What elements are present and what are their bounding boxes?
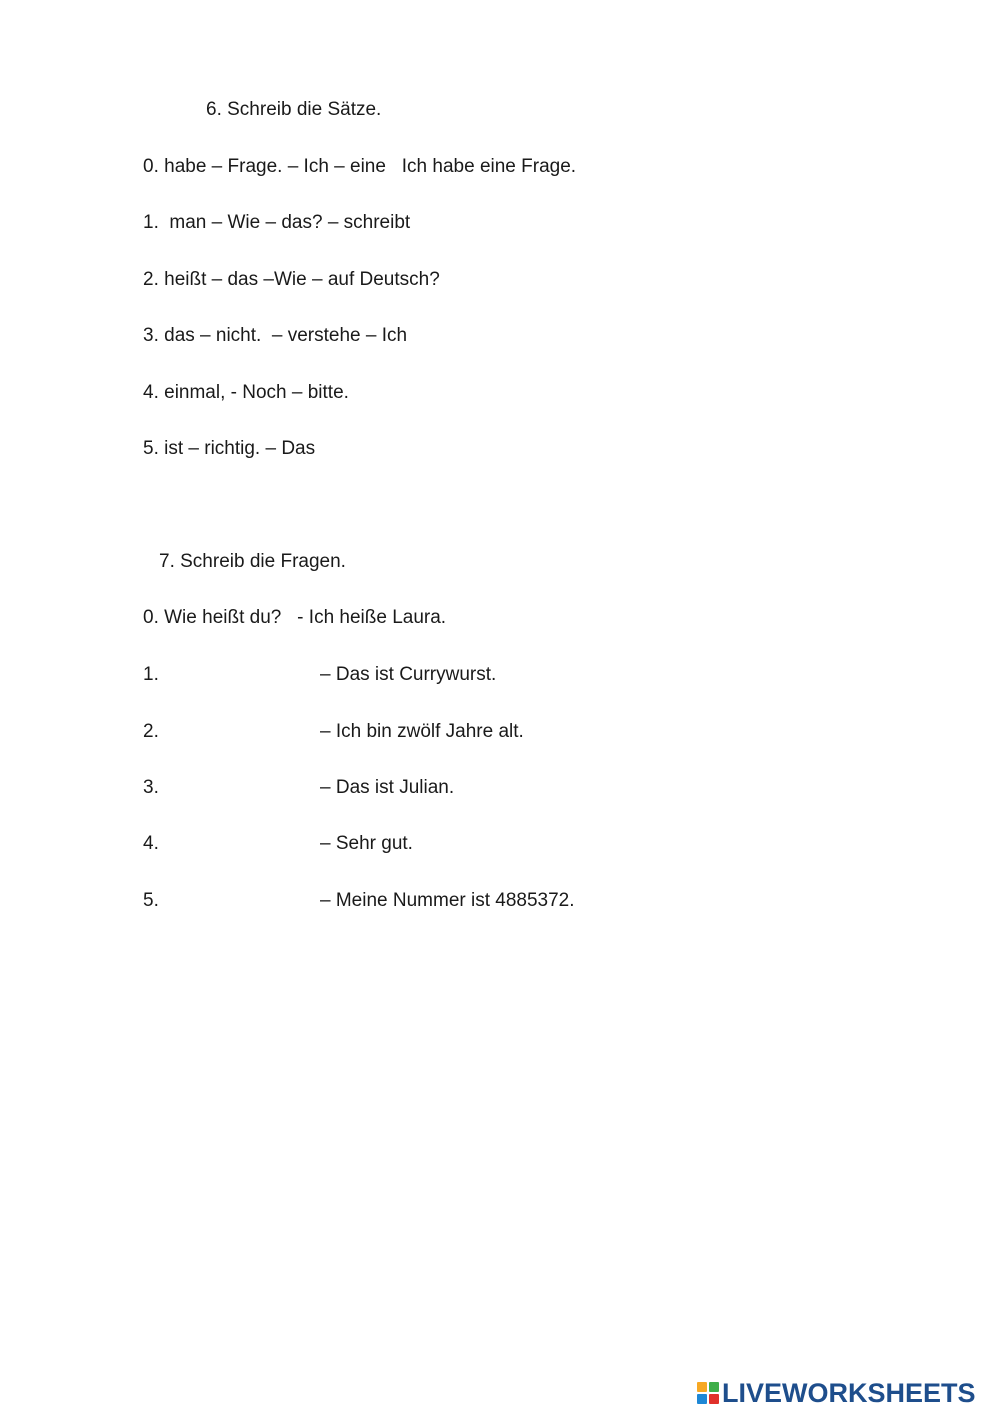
section-6-heading: 6. Schreib die Sätze. bbox=[206, 99, 382, 120]
logo-square-orange bbox=[697, 1382, 707, 1392]
section-7-item-1-answer: – Das ist Currywurst. bbox=[320, 664, 497, 685]
section-7-item-4-answer: – Sehr gut. bbox=[320, 833, 413, 854]
section-7-item-1-number: 1. bbox=[143, 664, 159, 685]
section-6-item-1: 1. man – Wie – das? – schreibt bbox=[143, 212, 411, 233]
section-6-item-3: 3. das – nicht. – verstehe – Ich bbox=[143, 325, 408, 346]
section-6-item-0: 0. habe – Frage. – Ich – eine Ich habe eine Frage. bbox=[143, 156, 577, 177]
logo-square-red bbox=[709, 1394, 719, 1404]
section-6-item-4: 4. einmal, - Noch – bitte. bbox=[143, 382, 349, 403]
section-7-item-5-number: 5. bbox=[143, 890, 159, 911]
section-7-item-5-answer: – Meine Nummer ist 4885372. bbox=[320, 890, 575, 911]
logo-square-blue bbox=[697, 1394, 707, 1404]
section-7-item-3-number: 3. bbox=[143, 777, 159, 798]
liveworksheets-logo-text: LIVEWORKSHEETS bbox=[722, 1377, 976, 1408]
section-7-item-4-number: 4. bbox=[143, 833, 159, 854]
logo-square-green bbox=[709, 1382, 719, 1392]
section-7-item-2-answer: – Ich bin zwölf Jahre alt. bbox=[320, 721, 524, 742]
section-6-item-2: 2. heißt – das –Wie – auf Deutsch? bbox=[143, 269, 440, 290]
section-6-item-5: 5. ist – richtig. – Das bbox=[143, 438, 316, 459]
section-7-heading: 7. Schreib die Fragen. bbox=[159, 551, 346, 572]
section-7-example: 0. Wie heißt du? - Ich heiße Laura. bbox=[143, 607, 447, 628]
section-7-item-3-answer: – Das ist Julian. bbox=[320, 777, 455, 798]
section-7-item-2-number: 2. bbox=[143, 721, 159, 742]
liveworksheets-logo-mark-icon bbox=[697, 1382, 719, 1404]
liveworksheets-logo bbox=[697, 1378, 976, 1408]
